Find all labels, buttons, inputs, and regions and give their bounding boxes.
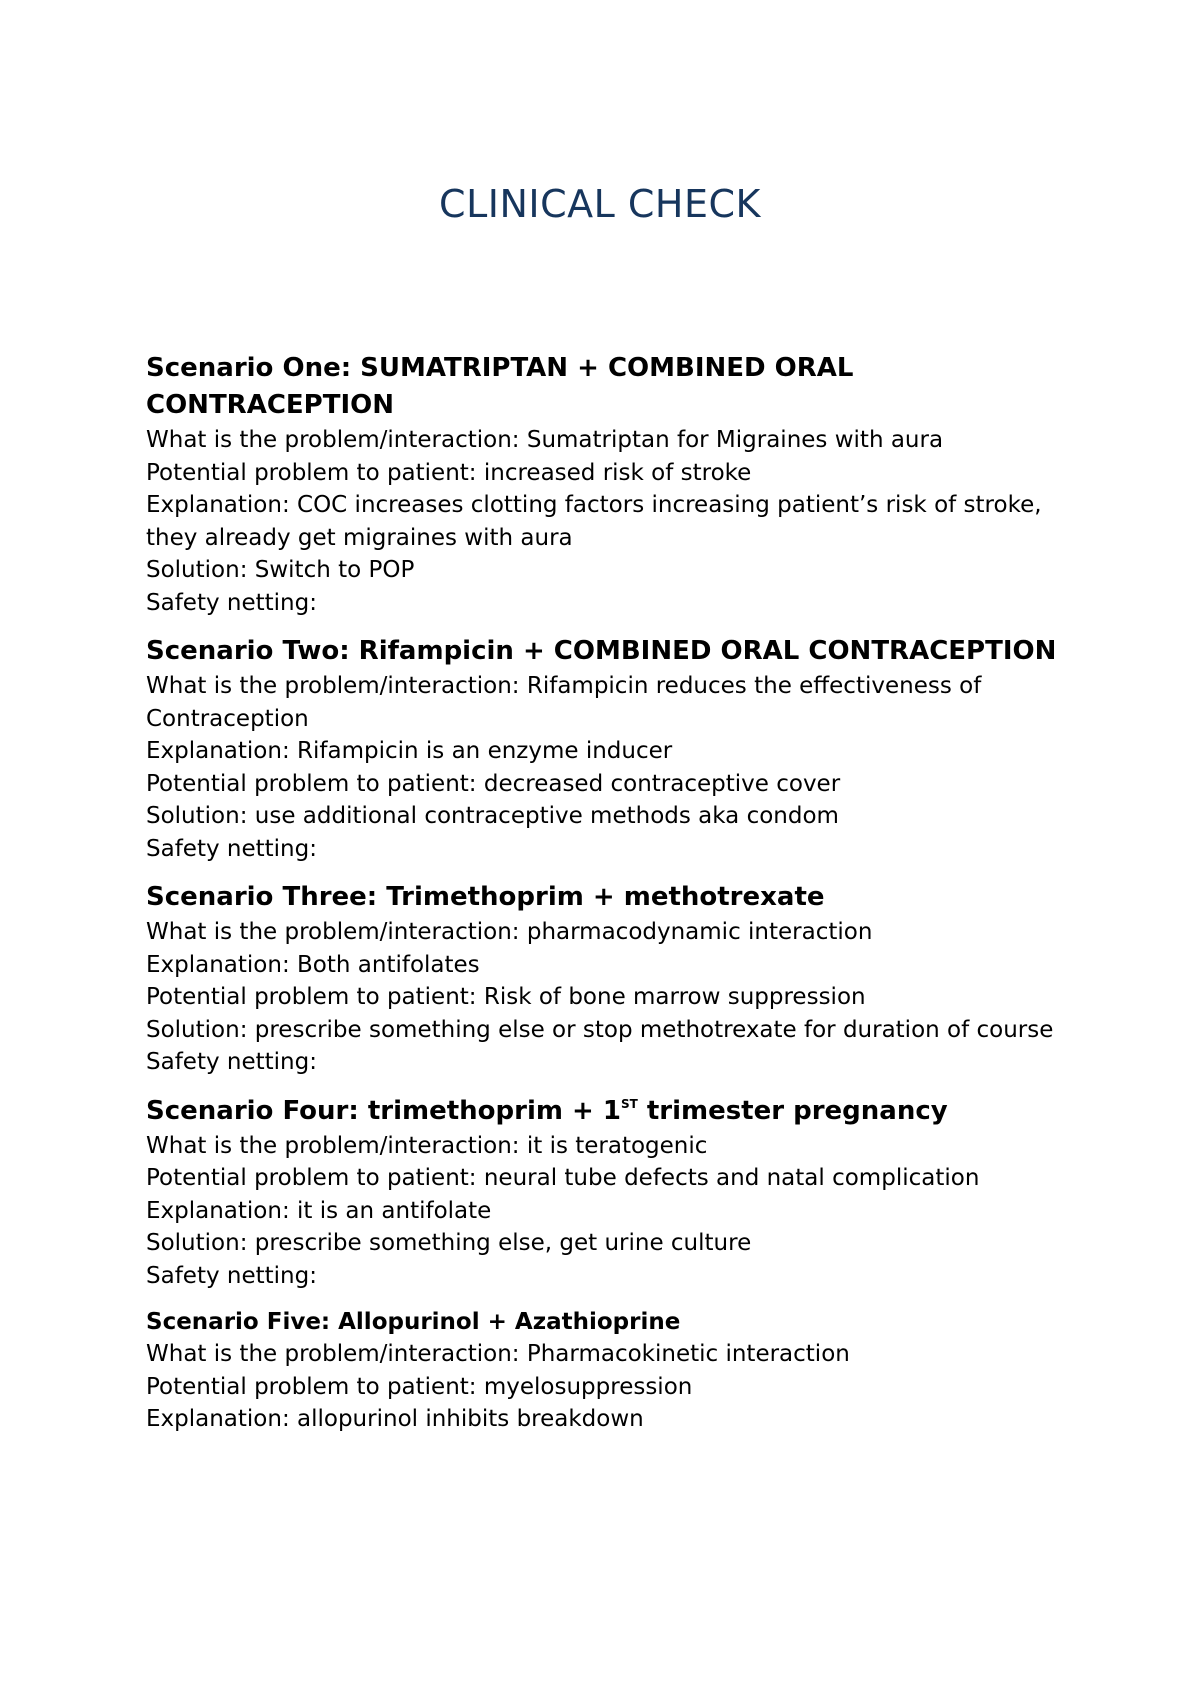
scenario-five [146,1306,1066,1436]
explanation-line: Explanation: it is an antifolate [146,1197,492,1224]
explanation-line: Explanation: Rifampicin is an enzyme inducer [146,738,673,764]
safety-netting-line: Safety netting: [146,1262,317,1289]
safety-netting-line: Safety netting: [146,1049,317,1075]
problem-line: What is the problem/interaction: Pharmacokinetic interaction [146,1341,850,1367]
potential-problem-line: Potential problem to patient: decreased contraceptive cover [146,770,841,797]
scenario-heading: Scenario Two: Rifampicin + COMBINED ORAL CONTRACEPTION [146,636,1057,666]
problem-line: What is the problem/interaction: Sumatriptan for Migraines with aura [146,427,944,453]
potential-problem-line: Potential problem to patient: myelosuppression [146,1373,693,1400]
scenario-heading: Scenario Five: Allopurinol + Azathioprine [146,1309,681,1335]
document-body [146,350,1066,1450]
scenario-heading: Scenario One: SUMATRIPTAN + COMBINED ORAL CONTRACEPTION [146,353,854,420]
scenario-three [146,879,1066,1079]
ordinal-suffix: ST [620,1096,638,1111]
potential-problem-line: Potential problem to patient: Risk of bone marrow suppression [146,984,866,1010]
explanation-line: Explanation: COC increases clotting factors increasing patient’s risk of stroke, they already get migraines with aura [146,492,1042,551]
explanation-line: Explanation: Both antifolates [146,951,480,978]
solution-line: Solution: Switch to POP [146,557,415,583]
problem-line: What is the problem/interaction: it is teratogenic [146,1132,708,1159]
document-title: CLINICAL CHECK [439,182,761,226]
scenario-four [146,1093,1066,1293]
scenario-heading-text-end: trimester pregnancy [637,1095,948,1126]
solution-line: Solution: prescribe something else, get urine culture [146,1230,752,1256]
scenario-one [146,350,1066,619]
scenario-heading-text: Scenario Four: trimethoprim + 1 [146,1095,621,1126]
problem-line: What is the problem/interaction: pharmacodynamic interaction [146,919,873,945]
scenario-heading [146,1093,1066,1130]
potential-problem-line: Potential problem to patient: neural tube defects and natal complication [146,1165,980,1191]
problem-line: What is the problem/interaction: Rifampicin reduces the effectiveness of Contraception [146,673,982,732]
potential-problem-line: Potential problem to patient: increased risk of stroke [146,459,752,486]
solution-line: Solution: use additional contraceptive methods aka condom [146,803,839,829]
scenario-heading: Scenario Three: Trimethoprim + methotrexate [146,882,825,912]
scenario-two [146,633,1066,865]
safety-netting-line: Safety netting: [146,589,317,616]
safety-netting-line: Safety netting: [146,835,317,862]
explanation-line: Explanation: allopurinol inhibits breakdown [146,1406,644,1432]
solution-line: Solution: prescribe something else or stop methotrexate for duration of course [146,1016,1054,1043]
